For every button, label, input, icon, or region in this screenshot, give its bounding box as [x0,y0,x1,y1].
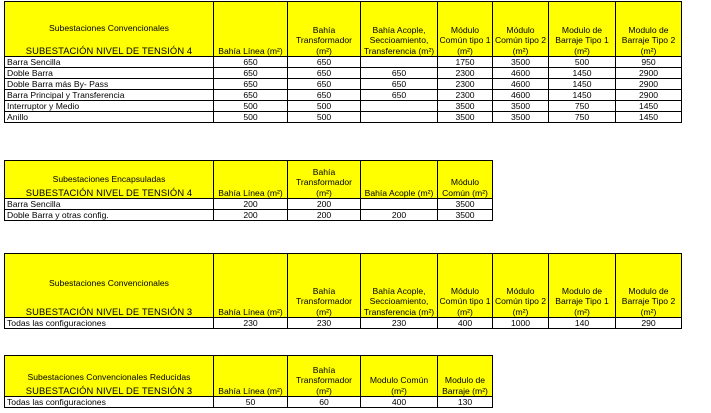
column-header: Módulo Común tipo 1 (m²) [438,254,493,318]
column-header: Módulo Común tipo 2 (m²) [493,2,549,57]
table-cell: 4600 [493,68,549,79]
table-cell: 950 [616,57,682,68]
table-cell: 50 [214,397,288,408]
table-cell: 650 [288,79,361,90]
table-cell: 3500 [438,101,493,112]
table-cell: 650 [288,68,361,79]
table-body [5,199,493,221]
table-caption [5,161,214,199]
table-cell: 750 [549,101,616,112]
column-header: Bahía Línea (m²) [214,2,288,57]
table-row [5,101,682,112]
column-header: Modulo de Barraje Tipo 1 (m²) [549,254,616,318]
table-cell: 650 [361,68,438,79]
column-header: Módulo Común tipo 2 (m²) [493,254,549,318]
table-caption [5,254,214,318]
row-label: Todas las configuraciones [5,318,214,329]
table-cell: 650 [288,57,361,68]
row-label: Todas las configuraciones [5,397,214,408]
table-row [5,79,682,90]
column-header: Modulo Común (m²) [361,356,438,397]
table-cell: 2300 [438,90,493,101]
table-cell: 290 [616,318,682,329]
column-header: Modulo de Barraje Tipo 2 (m²) [616,254,682,318]
table-cell: 500 [214,112,288,123]
table-cell: 1450 [549,90,616,101]
table-cell: 650 [288,90,361,101]
row-label: Doble Barra más By- Pass [5,79,214,90]
table-cell: 650 [361,90,438,101]
table-row [5,210,493,221]
table-cell: 650 [361,79,438,90]
column-header: Bahía Línea (m²) [214,161,288,199]
table-cell: 1450 [549,68,616,79]
table-cell: 650 [214,57,288,68]
table-cell: 500 [288,101,361,112]
table-row [5,68,682,79]
table-caption-text: Subestaciones Convencionales Reducidas [27,372,191,383]
row-label: Barra Sencilla [5,57,214,68]
column-header: Bahía Línea (m²) [214,356,288,397]
row-label: Interruptor y Medio [5,101,214,112]
table-cell: 500 [288,112,361,123]
table-row [5,397,493,408]
table-subtitle: SUBESTACIÓN NIVEL DE TENSIÓN 3 [25,384,193,396]
column-header: Modulo de Barraje Tipo 1 (m²) [549,2,616,57]
table-cell: 1750 [438,57,493,68]
table-cell: 1450 [616,112,682,123]
table-cell: 60 [288,397,361,408]
column-header: Bahía Transformador (m²) [288,161,361,199]
table-cell: 230 [361,318,438,329]
column-header: Módulo Común tipo 1 (m²) [438,2,493,57]
column-header: Bahía Transformador (m²) [288,2,361,57]
table-row [5,318,682,329]
table-cell: 650 [214,79,288,90]
column-header: Bahía Transformador (m²) [288,356,361,397]
table-cell: 2900 [616,79,682,90]
table-cell: 2900 [616,90,682,101]
table-reduced-level-3 [4,355,493,408]
table-cell: 650 [214,68,288,79]
row-label: Doble Barra y otras config. [5,210,214,221]
table-cell: 500 [214,101,288,112]
table-subtitle: SUBESTACIÓN NIVEL DE TENSIÓN 4 [25,186,193,198]
table-row [5,90,682,101]
column-header: Módulo Común (m²) [438,161,493,199]
table-cell: 2300 [438,79,493,90]
table-cell: 130 [438,397,493,408]
table-cell: 3500 [493,57,549,68]
table-cell: 400 [438,318,493,329]
table-body [5,318,682,329]
row-label: Doble Barra [5,68,214,79]
table-cell: 3500 [438,199,493,210]
table-encapsulated-level-4 [4,160,493,221]
column-header: Bahía Acople, Seccioamiento, Transferencia (m²) [361,254,438,318]
table-cell: 3500 [438,112,493,123]
table-cell: 650 [214,90,288,101]
table-cell: 1000 [493,318,549,329]
row-label: Anillo [5,112,214,123]
table-cell [361,112,438,123]
table-cell: 200 [288,210,361,221]
table-cell: 230 [288,318,361,329]
table-conventional-level-3 [4,253,682,329]
table-caption-text: Subestaciones Convencionales [49,278,169,289]
table-cell: 200 [214,210,288,221]
table-cell: 500 [549,57,616,68]
table-cell: 200 [214,199,288,210]
table-cell: 3500 [493,112,549,123]
table-cell [361,101,438,112]
table-cell: 230 [214,318,288,329]
column-header: Bahía Transformador (m²) [288,254,361,318]
table-cell: 3500 [438,210,493,221]
table-cell: 1450 [616,101,682,112]
table-caption-text: Subestaciones Convencionales [49,23,169,34]
column-header: Bahía Línea (m²) [214,254,288,318]
table-caption [5,356,214,397]
table-caption-text: Subestaciones Encapsuladas [52,174,166,185]
table-cell: 750 [549,112,616,123]
table-row [5,112,682,123]
table-subtitle: SUBESTACIÓN NIVEL DE TENSIÓN 4 [25,44,193,56]
column-header: Bahía Acople, Seccioamiento, Transferencia (m²) [361,2,438,57]
table-conventional-level-4 [4,1,682,123]
table-subtitle: SUBESTACIÓN NIVEL DE TENSIÓN 3 [25,305,193,317]
table-cell: 200 [288,199,361,210]
table-row [5,199,493,210]
table-cell: 2900 [616,68,682,79]
column-header: Bahía Acople (m²) [361,161,438,199]
row-label: Barra Sencilla [5,199,214,210]
table-cell: 4600 [493,90,549,101]
column-header: Modulo de Barraje (m²) [438,356,493,397]
table-body [5,57,682,123]
table-cell: 400 [361,397,438,408]
table-cell: 1450 [549,79,616,90]
table-cell: 4600 [493,79,549,90]
table-cell: 200 [361,210,438,221]
table-cell: 3500 [493,101,549,112]
table-row [5,57,682,68]
table-cell: 2300 [438,68,493,79]
table-caption [5,2,214,57]
table-cell: 140 [549,318,616,329]
table-cell [361,57,438,68]
row-label: Barra Principal y Transferencia [5,90,214,101]
column-header: Modulo de Barraje Tipo 2 (m²) [616,2,682,57]
table-cell [361,199,438,210]
table-body [5,397,493,408]
